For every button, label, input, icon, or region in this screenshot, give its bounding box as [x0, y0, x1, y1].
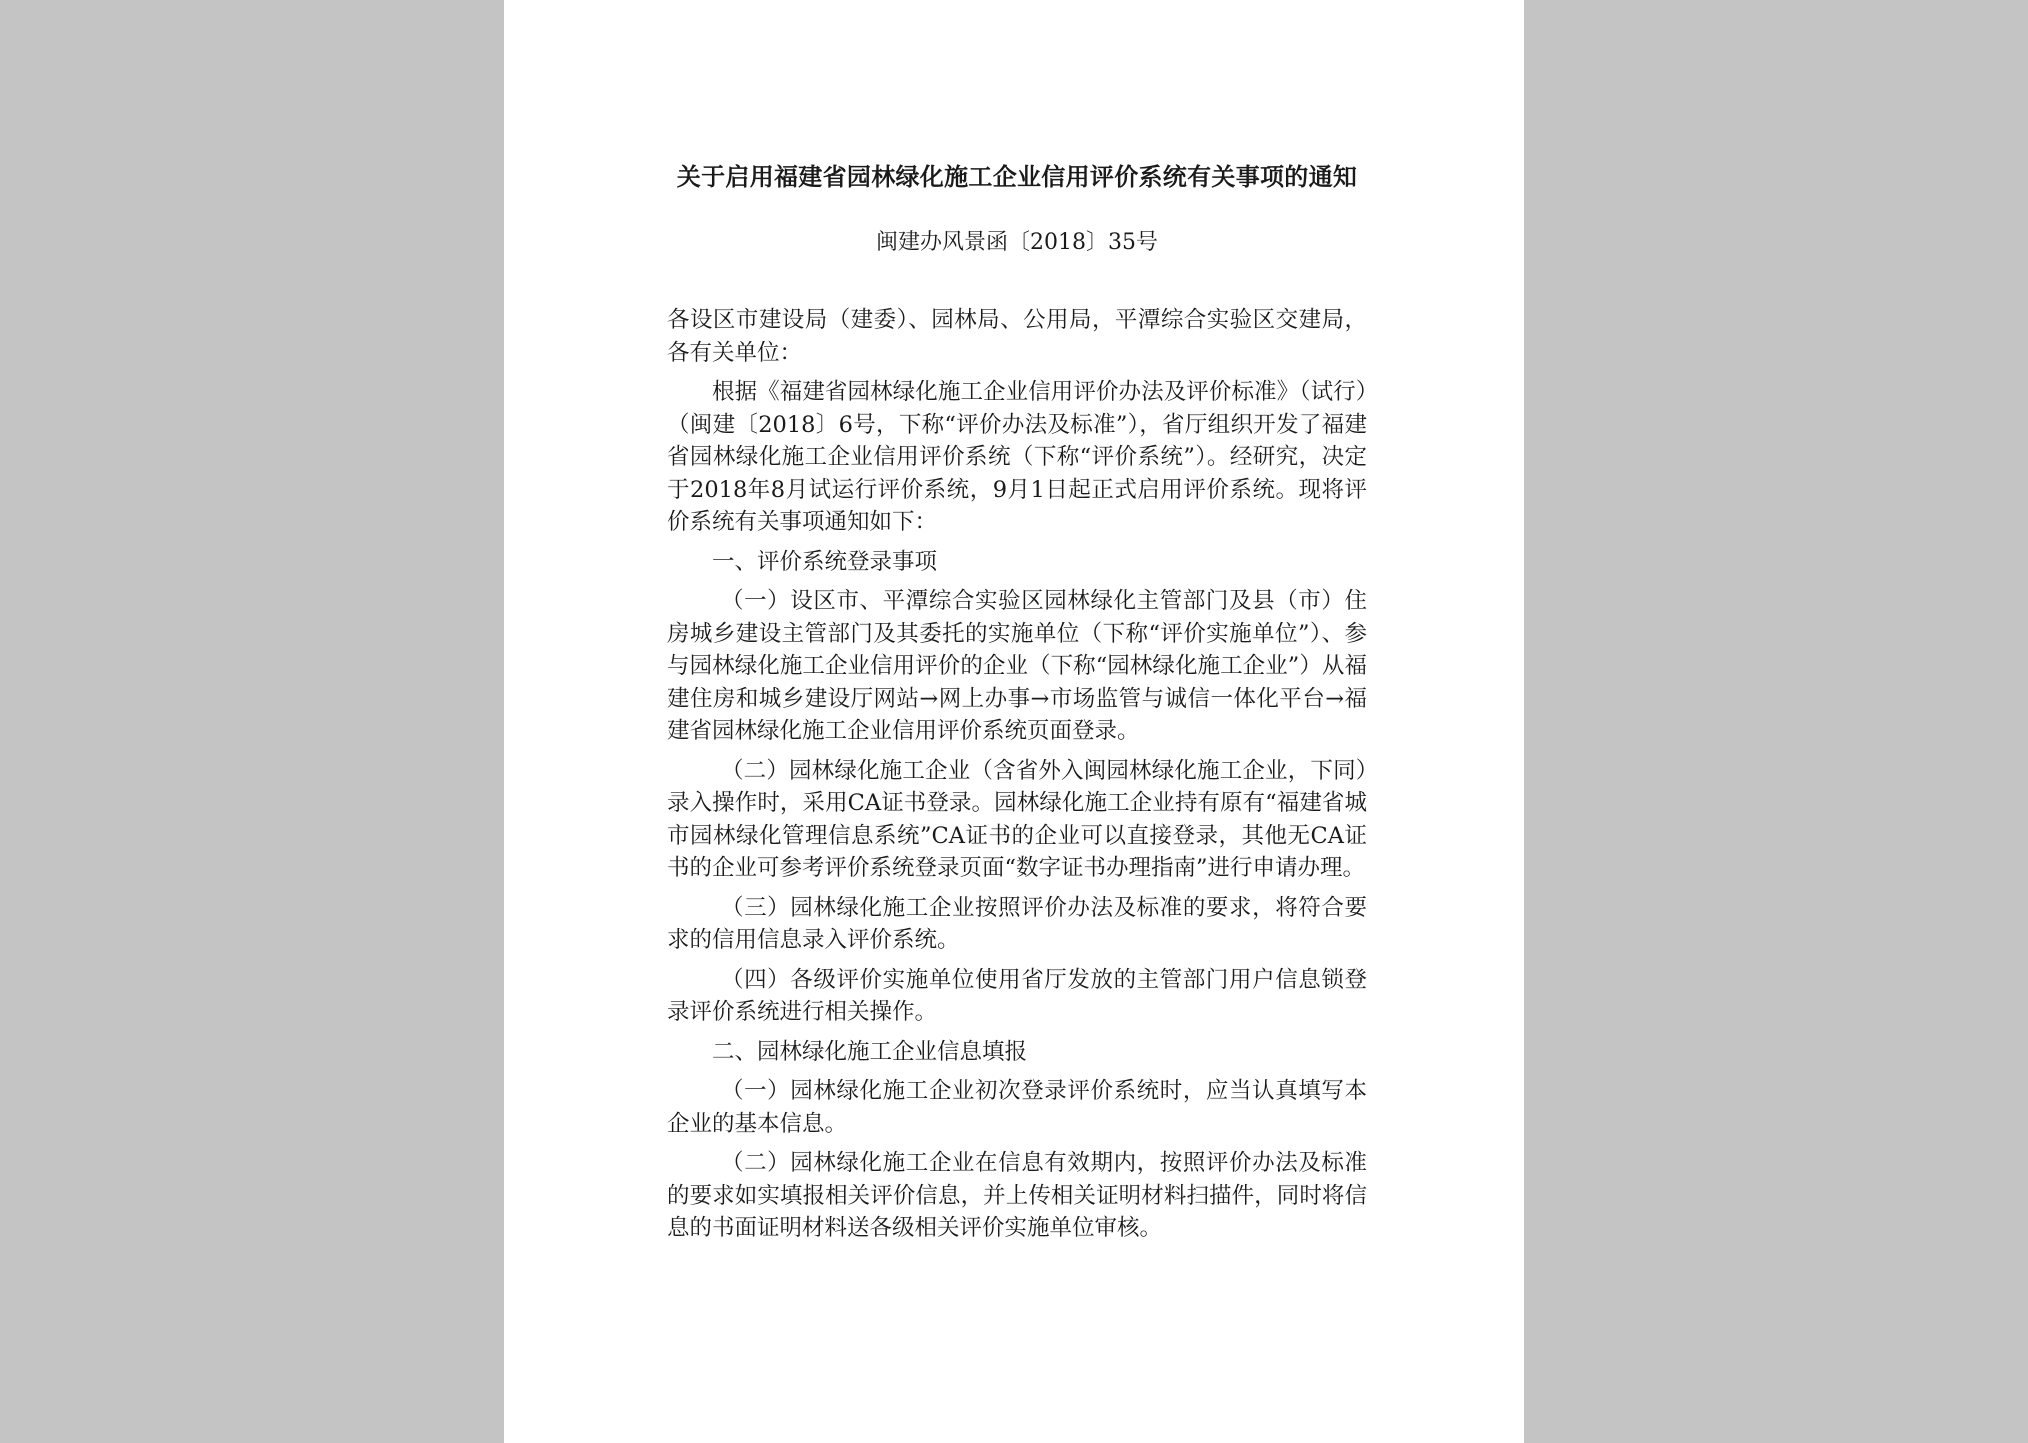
paragraph-1-2: （二）园林绿化施工企业（含省外入闽园林绿化施工企业，下同）录入操作时，采用CA证书登录。园林绿化施工企业持有原有“福建省城市园林绿化管理信息系统”CA证书的企业可以直接登录，其他无CA证书的企业可参考评价系统登录页面“数字证书办理指南”进行申请办理。	[667, 757, 1367, 881]
document-title: 关于启用福建省园林绿化施工企业信用评价系统有关事项的通知	[676, 162, 1358, 191]
document-page	[504, 0, 1524, 1443]
section-heading-1: 一、评价系统登录事项	[712, 548, 938, 575]
paragraph-1-3: （三）园林绿化施工企业按照评价办法及标准的要求，将符合要求的信用信息录入评价系统。	[667, 894, 1367, 953]
paragraph-2-1: （一）园林绿化施工企业初次登录评价系统时，应当认真填写本企业的基本信息。	[667, 1078, 1367, 1137]
section-heading-2: 二、园林绿化施工企业信息填报	[712, 1038, 1028, 1065]
salutation: 各设区市建设局（建委）、园林局、公用局，平潭综合实验区交建局，各有关单位：	[667, 307, 1367, 366]
paragraph-intro: 根据《福建省园林绿化施工企业信用评价办法及评价标准》（试行）（闽建〔2018〕6号，下称“评价办法及标准”），省厅组织开发了福建省园林绿化施工企业信用评价系统（下称“评价系统”）。经研究，决定于2018年8月试运行评价系统，9月1日起正式启用评价系统。现将评价系统有关事项通知如下：	[667, 379, 1367, 535]
paragraph-1-1: （一）设区市、平潭综合实验区园林绿化主管部门及县（市）住房城乡建设主管部门及其委托的实施单位（下称“评价实施单位”）、参与园林绿化施工企业信用评价的企业（下称“园林绿化施工企业”）从福建住房和城乡建设厅网站→网上办事→市场监管与诚信一体化平台→福建省园林绿化施工企业信用评价系统页面登录。	[667, 588, 1367, 744]
document-number: 闽建办风景函〔2018〕35号	[876, 230, 1158, 255]
paragraph-2-2: （二）园林绿化施工企业在信息有效期内，按照评价办法及标准的要求如实填报相关评价信息，并上传相关证明材料扫描件，同时将信息的书面证明材料送各级相关评价实施单位审核。	[667, 1150, 1367, 1241]
document-body	[667, 304, 1367, 1252]
paragraph-1-4: （四）各级评价实施单位使用省厅发放的主管部门用户信息锁登录评价系统进行相关操作。	[667, 966, 1367, 1025]
